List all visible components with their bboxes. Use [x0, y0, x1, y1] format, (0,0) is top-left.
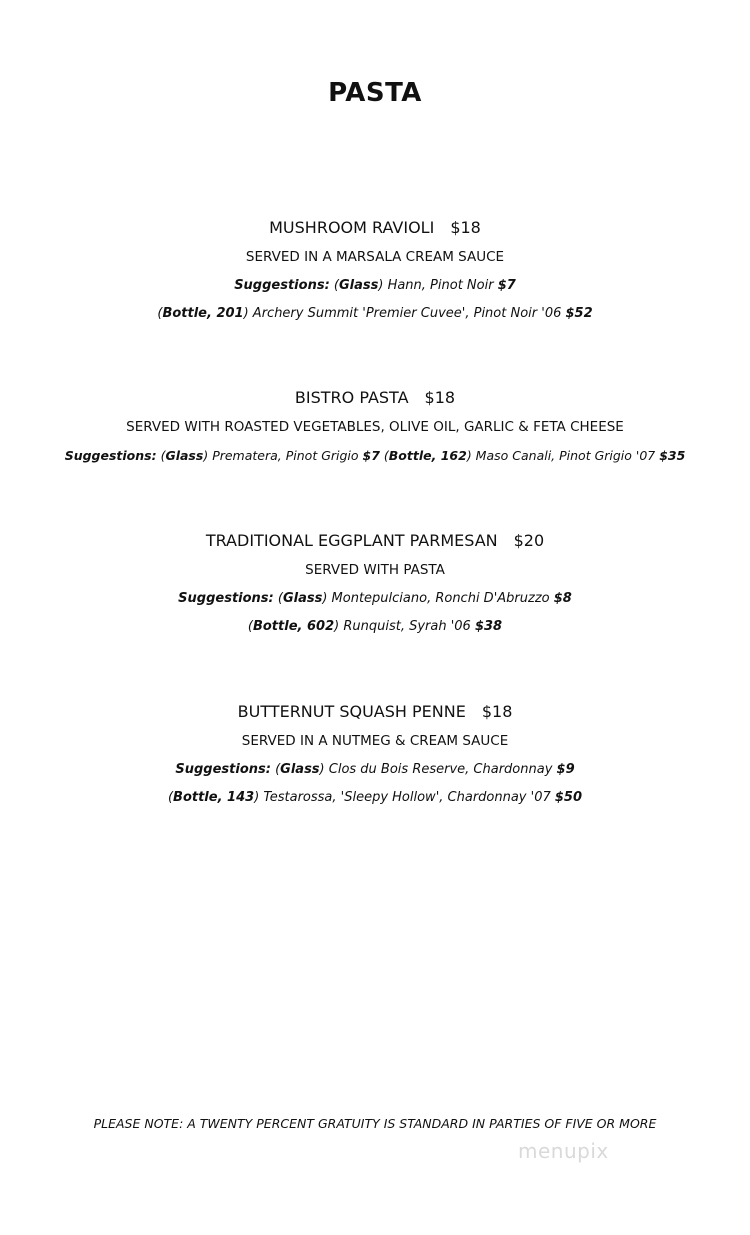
- bottle-price: $52: [565, 305, 593, 321]
- dish-name: BISTRO PASTA: [294, 388, 409, 407]
- suggestions-label: Suggestions:: [178, 591, 274, 606]
- bottle-wine: Testarossa, 'Sleepy Hollow', Chardonnay '07: [259, 789, 555, 805]
- dish-name: BUTTERNUT SQUASH PENNE: [237, 702, 466, 721]
- dish-description: SERVED IN A MARSALA CREAM SAUCE: [245, 249, 505, 265]
- menu-item-bistro-pasta: [0, 383, 750, 470]
- glass-price: $8: [553, 591, 572, 606]
- dish-price: $20: [513, 531, 545, 550]
- dish-name: MUSHROOM RAVIOLI: [269, 218, 435, 237]
- dish-name-line: [0, 697, 750, 727]
- bottle-wine: Runquist, Syrah '06: [339, 618, 475, 634]
- bottle-price: $35: [659, 448, 686, 463]
- glass-price: $7: [497, 278, 516, 293]
- menu-title: PASTA: [328, 78, 422, 108]
- bottle-label: Bottle, 162: [388, 448, 467, 463]
- dish-name-line: [0, 526, 750, 556]
- glass-label: Glass: [280, 762, 320, 777]
- glass-wine: Hann, Pinot Noir: [383, 278, 498, 293]
- bottle-price: $50: [554, 789, 583, 805]
- dish-price: $18: [450, 218, 481, 237]
- glass-label: Glass: [338, 278, 379, 293]
- bottle-label: Bottle, 602: [252, 618, 335, 634]
- glass-suggestion: Suggestions: (Glass) Hann, Pinot Noir $7: [234, 278, 516, 293]
- suggestions-label: Suggestions:: [64, 448, 157, 463]
- bottle-label: Bottle, 201: [162, 305, 244, 321]
- glass-price: $9: [556, 762, 575, 777]
- glass-label: Glass: [282, 591, 323, 606]
- menu-item-mushroom-ravioli: [0, 213, 750, 327]
- glass-wine: Prematera, Pinot Grigio: [208, 448, 363, 463]
- bottle-price: $38: [474, 618, 503, 634]
- dish-description: SERVED WITH PASTA: [305, 562, 445, 578]
- menu-item-eggplant-parmesan: [0, 526, 750, 640]
- bottle-suggestion: (Bottle, 201) Archery Summit 'Premier Cuvee', Pinot Noir '06 $52: [157, 305, 593, 321]
- dish-name: TRADITIONAL EGGPLANT PARMESAN: [205, 531, 498, 550]
- dish-description: SERVED WITH ROASTED VEGETABLES, OLIVE OIL, GARLIC & FETA CHEESE: [126, 419, 624, 435]
- glass-suggestion: Suggestions: (Glass) Montepulciano, Ronchi D'Abruzzo $8: [178, 591, 572, 606]
- bottle-suggestion: (Bottle, 602) Runquist, Syrah '06 $38: [247, 618, 503, 634]
- glass-wine: Clos du Bois Reserve, Chardonnay: [324, 762, 557, 777]
- suggestions-label: Suggestions:: [234, 278, 330, 293]
- glass-label: Glass: [165, 448, 204, 463]
- suggestions-label: Suggestions:: [175, 762, 271, 777]
- bottle-label: Bottle, 143: [173, 789, 255, 805]
- menu-item-butternut-squash-penne: [0, 697, 750, 811]
- glass-price: $7: [362, 448, 380, 463]
- dish-description: SERVED IN A NUTMEG & CREAM SAUCE: [241, 733, 509, 749]
- bottle-wine: Maso Canali, Pinot Grigio '07: [471, 448, 660, 463]
- dish-name-line: [0, 213, 750, 243]
- glass-suggestion: Suggestions: (Glass) Clos du Bois Reserve, Chardonnay $9: [175, 762, 575, 777]
- watermark-logo: menupix: [518, 1139, 609, 1163]
- dish-price: $18: [481, 702, 513, 721]
- dish-price: $18: [424, 388, 456, 407]
- wine-suggestion: Suggestions: (Glass) Prematera, Pinot Grigio $7 (Bottle, 162) Maso Canali, Pinot Grigio '07 $35: [64, 448, 686, 463]
- glass-wine: Montepulciano, Ronchi D'Abruzzo: [327, 591, 554, 606]
- bottle-wine: Archery Summit 'Premier Cuvee', Pinot Noir '06: [248, 305, 566, 321]
- bottle-suggestion: (Bottle, 143) Testarossa, 'Sleepy Hollow', Chardonnay '07 $50: [167, 789, 583, 805]
- gratuity-note: PLEASE NOTE: A TWENTY PERCENT GRATUITY IS STANDARD IN PARTIES OF FIVE OR MORE: [93, 1116, 657, 1131]
- dish-name-line: [0, 383, 750, 413]
